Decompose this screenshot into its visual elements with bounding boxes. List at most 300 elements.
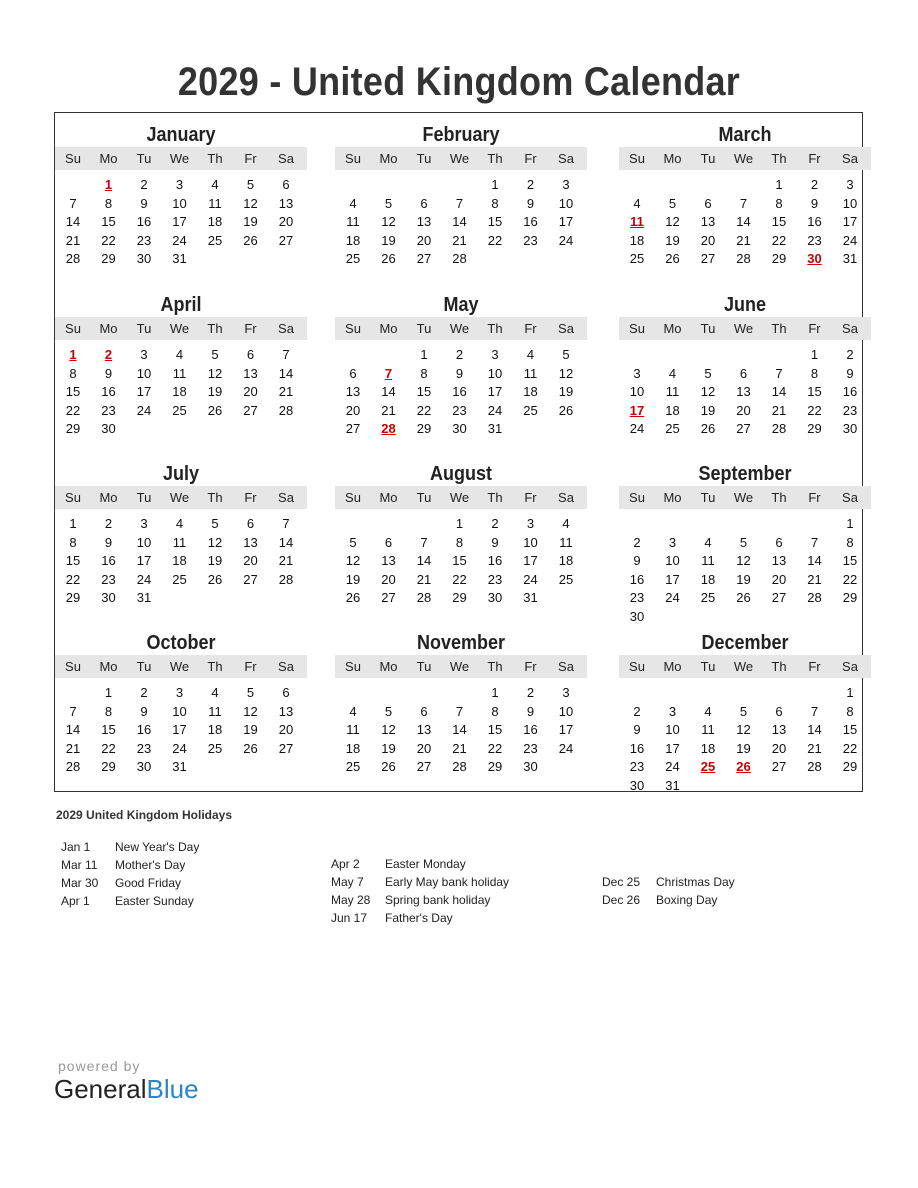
calendar-day: 12 — [243, 703, 258, 719]
calendar-day: 22 — [416, 402, 432, 418]
calendar-day: 17 — [523, 553, 538, 569]
holiday-name: Boxing Day — [656, 893, 718, 907]
calendar-day: 10 — [172, 195, 187, 211]
weekday-label: Sa — [558, 659, 574, 674]
calendar-day: 8 — [420, 365, 428, 381]
holiday-date: 28 — [381, 421, 396, 437]
calendar-day: 8 — [455, 534, 464, 550]
calendar-day: 22 — [65, 571, 81, 587]
calendar-day: 19 — [736, 740, 751, 756]
calendar-day: 27 — [381, 590, 396, 606]
calendar-day: 6 — [384, 534, 393, 550]
weekday-label: Fr — [524, 490, 537, 505]
calendar-day: 10 — [629, 384, 645, 400]
calendar-day: 11 — [346, 214, 360, 230]
calendar-day: 29 — [65, 421, 81, 437]
calendar-day: 12 — [207, 534, 223, 550]
calendar-day: 28 — [452, 251, 467, 267]
calendar-day: 5 — [668, 195, 677, 211]
calendar-day: 14 — [65, 722, 81, 738]
calendar-day: 31 — [172, 759, 187, 775]
holiday-name: Father's Day — [385, 911, 453, 925]
calendar-day: 7 — [810, 534, 819, 550]
calendar-day: 26 — [207, 402, 223, 418]
weekday-label: Th — [771, 151, 787, 166]
weekday-label: Tu — [136, 490, 152, 505]
weekday-label: Sa — [278, 490, 294, 505]
calendar-day: 19 — [243, 214, 258, 230]
weekday-label: Th — [207, 490, 223, 505]
calendar-day: 7 — [69, 195, 77, 211]
calendar-day: 28 — [278, 571, 294, 587]
calendar-day: 20 — [243, 384, 258, 400]
weekday-header — [335, 486, 587, 509]
weekday-label: Sa — [842, 659, 858, 674]
calendar-day: 14 — [278, 534, 294, 550]
weekday-label: We — [449, 151, 470, 166]
holiday-date-label: May 28 — [331, 893, 371, 907]
calendar-day: 23 — [842, 402, 858, 418]
calendar-day: 5 — [739, 534, 748, 550]
calendar-day: 10 — [523, 534, 538, 550]
weekday-header — [55, 655, 307, 678]
calendar-day: 6 — [775, 534, 783, 550]
calendar-day: 22 — [452, 571, 467, 587]
calendar-day: 2 — [526, 177, 535, 192]
weekday-label: Su — [65, 321, 81, 336]
calendar-day: 29 — [452, 590, 467, 606]
weekday-label: Tu — [416, 659, 432, 674]
calendar-day: 27 — [278, 232, 294, 248]
weekday-header — [619, 147, 871, 170]
calendar-day: 2 — [810, 177, 819, 192]
calendar-day: 6 — [775, 703, 783, 719]
calendar-day: 3 — [633, 365, 641, 381]
weekday-label: We — [169, 151, 190, 166]
weekday-header — [619, 317, 871, 340]
calendar-day: 9 — [140, 195, 148, 211]
calendar-day: 23 — [136, 740, 152, 756]
month-name: April — [160, 294, 202, 316]
holiday-name: Easter Sunday — [115, 894, 194, 908]
calendar-day: 19 — [558, 384, 574, 400]
calendar-day: 22 — [101, 740, 116, 756]
calendar-day: 1 — [455, 516, 464, 531]
calendar-day: 5 — [246, 685, 255, 700]
weekday-label: We — [169, 490, 190, 505]
calendar-day: 18 — [700, 740, 716, 756]
calendar-day: 28 — [278, 402, 294, 418]
calendar-day: 20 — [381, 571, 396, 587]
calendar-day: 8 — [104, 703, 113, 719]
page-title: 2029 - United Kingdom Calendar — [177, 60, 741, 104]
calendar-day: 9 — [526, 195, 535, 211]
weekday-label: Su — [629, 490, 645, 505]
weekday-label: Su — [345, 151, 361, 166]
calendar-day: 29 — [487, 759, 503, 775]
calendar-day: 17 — [136, 384, 152, 400]
weekday-label: Fr — [808, 659, 821, 674]
calendar-day: 3 — [846, 177, 854, 192]
weekday-label: Su — [345, 321, 361, 336]
calendar-day: 25 — [665, 421, 680, 437]
calendar-day: 25 — [345, 759, 361, 775]
weekday-label: We — [733, 321, 754, 336]
calendar-day: 10 — [136, 534, 152, 550]
month-name: June — [723, 294, 767, 316]
calendar-day: 10 — [665, 553, 680, 569]
holiday-name: New Year's Day — [115, 840, 200, 854]
calendar-day: 5 — [246, 177, 255, 192]
calendar-day: 20 — [345, 402, 361, 418]
calendar-day: 11 — [172, 534, 187, 550]
holiday-date-label: Jan 1 — [61, 840, 91, 854]
weekday-label: Mo — [379, 321, 398, 336]
month-april — [55, 293, 307, 463]
calendar-day: 6 — [420, 195, 428, 211]
calendar-day: 14 — [65, 214, 81, 230]
month-name: March — [718, 124, 772, 146]
calendar-day: 4 — [211, 177, 219, 192]
weekday-label: Fr — [524, 151, 537, 166]
calendar-day: 24 — [487, 402, 503, 418]
holiday-date: 2 — [104, 347, 113, 362]
calendar-day: 4 — [175, 347, 184, 362]
calendar-day: 20 — [771, 571, 787, 587]
calendar-day: 16 — [101, 384, 116, 400]
brand-part-1: General — [54, 1074, 147, 1104]
calendar-day: 13 — [416, 214, 432, 230]
calendar-day: 26 — [665, 251, 680, 267]
weekday-label: Tu — [136, 659, 152, 674]
calendar-day: 16 — [807, 214, 822, 230]
calendar-day: 21 — [65, 232, 81, 248]
calendar-day: 11 — [208, 703, 222, 719]
calendar-day: 3 — [668, 534, 677, 550]
calendar-day: 2 — [455, 347, 464, 362]
calendar-day: 18 — [700, 571, 716, 587]
calendar-day: 13 — [700, 214, 716, 230]
weekday-label: Th — [771, 490, 787, 505]
calendar-day: 20 — [278, 214, 294, 230]
calendar-day: 14 — [807, 553, 822, 569]
calendar-day: 18 — [523, 384, 538, 400]
holiday-date-label: Mar 30 — [61, 876, 99, 890]
calendar-day: 26 — [381, 251, 396, 267]
calendar-day: 17 — [172, 722, 187, 738]
calendar-day: 23 — [136, 232, 152, 248]
calendar-day: 17 — [136, 553, 152, 569]
calendar-day: 11 — [559, 534, 573, 550]
calendar-day: 22 — [65, 402, 81, 418]
calendar-day: 3 — [562, 177, 570, 192]
holiday-date-label: Jun 17 — [331, 911, 368, 925]
weekday-label: Th — [771, 659, 787, 674]
calendar-day: 14 — [452, 722, 467, 738]
calendar-day: 12 — [345, 553, 361, 569]
calendar-day: 3 — [562, 685, 570, 700]
weekday-header — [335, 317, 587, 340]
calendar-day: 10 — [487, 365, 503, 381]
calendar-day: 6 — [349, 365, 357, 381]
calendar-day: 24 — [172, 740, 187, 756]
month-name: August — [429, 463, 492, 485]
calendar-day: 16 — [629, 740, 645, 756]
calendar-day: 29 — [65, 590, 81, 606]
calendar-day: 24 — [558, 232, 574, 248]
calendar-day: 7 — [810, 703, 819, 719]
calendar-day: 11 — [701, 722, 715, 738]
calendar-day: 27 — [736, 421, 751, 437]
calendar-day: 15 — [842, 553, 858, 569]
calendar-day: 5 — [562, 347, 570, 362]
weekday-label: Mo — [663, 659, 682, 674]
calendar-day: 6 — [739, 365, 748, 381]
month-november — [335, 631, 587, 801]
calendar-day: 7 — [282, 347, 290, 362]
holidays-title: 2029 United Kingdom Holidays — [56, 808, 233, 822]
calendar-day: 3 — [140, 516, 148, 531]
calendar-day: 13 — [771, 553, 787, 569]
month-july — [55, 462, 307, 632]
calendar-day: 13 — [278, 195, 294, 211]
calendar-day: 28 — [736, 251, 751, 267]
calendar-day: 16 — [101, 553, 116, 569]
calendar-day: 10 — [172, 703, 187, 719]
calendar-day: 4 — [526, 347, 535, 362]
month-june — [619, 293, 871, 463]
calendar-day: 15 — [65, 384, 81, 400]
calendar-day: 24 — [665, 759, 680, 775]
calendar-day: 23 — [101, 402, 116, 418]
calendar-day: 30 — [842, 421, 858, 437]
calendar-day: 24 — [136, 402, 152, 418]
calendar-day: 7 — [420, 534, 428, 550]
calendar-day: 3 — [140, 347, 148, 362]
holiday-name: Christmas Day — [656, 875, 735, 889]
calendar-day: 4 — [562, 516, 570, 531]
calendar-day: 19 — [736, 571, 751, 587]
calendar-day: 30 — [452, 421, 467, 437]
calendar-day: 15 — [487, 722, 503, 738]
month-december — [619, 631, 871, 801]
calendar-day: 20 — [771, 740, 787, 756]
month-name: September — [698, 463, 792, 485]
weekday-label: Mo — [663, 151, 682, 166]
weekday-label: Mo — [99, 321, 118, 336]
calendar-day: 4 — [704, 534, 712, 550]
calendar-day: 15 — [842, 722, 858, 738]
calendar-grid — [54, 112, 863, 792]
calendar-day: 22 — [487, 740, 503, 756]
calendar-day: 19 — [207, 384, 223, 400]
calendar-day: 26 — [243, 740, 258, 756]
calendar-day: 23 — [101, 571, 116, 587]
calendar-day: 9 — [104, 365, 113, 381]
holiday-date-label: Apr 2 — [331, 857, 360, 871]
calendar-day: 24 — [136, 571, 152, 587]
calendar-day: 25 — [207, 232, 223, 248]
weekday-header — [335, 147, 587, 170]
calendar-day: 21 — [381, 402, 396, 418]
calendar-day: 26 — [381, 759, 396, 775]
calendar-day: 2 — [846, 347, 854, 362]
calendar-day: 16 — [629, 571, 645, 587]
calendar-day: 8 — [69, 534, 77, 550]
weekday-label: Fr — [808, 321, 821, 336]
calendar-day: 21 — [452, 740, 467, 756]
weekday-label: Sa — [558, 490, 574, 505]
weekday-label: Fr — [244, 151, 257, 166]
calendar-day: 16 — [842, 384, 858, 400]
calendar-day: 2 — [104, 516, 113, 531]
month-name: February — [422, 124, 500, 146]
calendar-day: 27 — [243, 402, 258, 418]
weekday-label: Su — [345, 490, 361, 505]
month-march — [619, 123, 871, 293]
weekday-label: Sa — [278, 151, 294, 166]
calendar-day: 14 — [278, 365, 294, 381]
calendar-day: 3 — [175, 685, 184, 700]
calendar-day: 8 — [775, 195, 783, 211]
calendar-day: 13 — [381, 553, 396, 569]
month-august — [335, 462, 587, 632]
weekday-label: We — [733, 151, 754, 166]
calendar-day: 17 — [665, 571, 680, 587]
calendar-day: 11 — [701, 553, 715, 569]
calendar-day: 30 — [629, 778, 645, 793]
weekday-label: We — [169, 321, 190, 336]
month-name: May — [443, 294, 479, 316]
calendar-day: 22 — [842, 740, 858, 756]
calendar-day: 28 — [65, 759, 81, 775]
calendar-day: 19 — [381, 232, 396, 248]
weekday-label: We — [169, 659, 190, 674]
weekday-label: Sa — [842, 151, 858, 166]
calendar-day: 29 — [842, 759, 858, 775]
weekday-label: Th — [207, 321, 223, 336]
powered-by-label: powered by — [58, 1058, 141, 1074]
calendar-day: 5 — [384, 703, 393, 719]
calendar-day: 19 — [381, 740, 396, 756]
calendar-day: 28 — [65, 251, 81, 267]
calendar-day: 27 — [700, 251, 716, 267]
weekday-label: Su — [65, 151, 81, 166]
calendar-day: 30 — [629, 609, 645, 624]
calendar-day: 9 — [526, 703, 535, 719]
weekday-label: Mo — [379, 490, 398, 505]
calendar-day: 19 — [700, 402, 716, 418]
calendar-day: 9 — [140, 703, 148, 719]
calendar-day: 12 — [736, 553, 751, 569]
calendar-day: 17 — [842, 214, 858, 230]
calendar-day: 5 — [211, 516, 219, 531]
calendar-day: 30 — [136, 759, 152, 775]
calendar-day: 11 — [208, 195, 222, 211]
calendar-day: 23 — [523, 232, 538, 248]
month-name: July — [162, 463, 200, 485]
weekday-label: Tu — [700, 321, 716, 336]
holiday-date: 25 — [700, 759, 716, 775]
calendar-day: 25 — [345, 251, 361, 267]
holiday-name: Early May bank holiday — [385, 875, 510, 889]
calendar-day: 30 — [487, 590, 503, 606]
weekday-label: Fr — [244, 490, 257, 505]
calendar-day: 8 — [846, 534, 854, 550]
calendar-day: 1 — [810, 347, 819, 362]
calendar-day: 28 — [452, 759, 467, 775]
weekday-label: Mo — [379, 151, 398, 166]
weekday-label: Tu — [136, 321, 152, 336]
calendar-day: 22 — [487, 232, 503, 248]
weekday-label: Fr — [244, 659, 257, 674]
calendar-day: 10 — [136, 365, 152, 381]
holiday-date: 1 — [104, 177, 113, 192]
calendar-day: 24 — [665, 590, 680, 606]
calendar-day: 2 — [140, 685, 148, 700]
holiday-date: 26 — [736, 759, 751, 775]
holiday-date-label: Mar 11 — [61, 858, 98, 872]
calendar-day: 1 — [491, 177, 499, 192]
calendar-day: 28 — [771, 421, 787, 437]
calendar-day: 12 — [207, 365, 223, 381]
generalblue-logo[interactable] — [54, 1074, 199, 1105]
weekday-label: Sa — [278, 659, 294, 674]
calendar-day: 25 — [523, 402, 538, 418]
calendar-day: 8 — [491, 703, 499, 719]
calendar-day: 15 — [416, 384, 432, 400]
month-name: November — [416, 632, 506, 654]
calendar-day: 26 — [243, 232, 258, 248]
weekday-label: Th — [771, 321, 787, 336]
calendar-day: 8 — [104, 195, 113, 211]
calendar-day: 14 — [771, 384, 787, 400]
calendar-day: 26 — [736, 590, 751, 606]
calendar-day: 31 — [665, 778, 680, 793]
weekday-label: Sa — [558, 321, 574, 336]
weekday-label: We — [733, 659, 754, 674]
calendar-day: 2 — [491, 516, 499, 531]
calendar-day: 1 — [69, 516, 77, 531]
month-september — [619, 462, 871, 632]
weekday-label: Mo — [379, 659, 398, 674]
calendar-day: 24 — [172, 232, 187, 248]
calendar-day: 4 — [668, 365, 677, 381]
calendar-day: 29 — [416, 421, 432, 437]
calendar-day: 12 — [700, 384, 716, 400]
calendar-day: 11 — [665, 384, 680, 400]
calendar-day: 12 — [665, 214, 680, 230]
weekday-label: Th — [487, 490, 503, 505]
calendar-day: 18 — [345, 740, 361, 756]
weekday-label: Mo — [99, 490, 118, 505]
calendar-day: 10 — [558, 195, 574, 211]
calendar-day: 14 — [452, 214, 467, 230]
calendar-day: 27 — [771, 590, 787, 606]
calendar-day: 7 — [739, 195, 748, 211]
calendar-day: 21 — [278, 384, 294, 400]
calendar-day: 13 — [278, 703, 294, 719]
calendar-day: 1 — [846, 685, 854, 700]
calendar-day: 15 — [101, 214, 116, 230]
calendar-day: 19 — [345, 571, 361, 587]
calendar-day: 13 — [771, 722, 787, 738]
calendar-day: 9 — [810, 195, 819, 211]
calendar-day: 4 — [211, 685, 219, 700]
calendar-day: 12 — [243, 195, 258, 211]
calendar-day: 30 — [523, 759, 538, 775]
calendar-day: 21 — [807, 740, 822, 756]
